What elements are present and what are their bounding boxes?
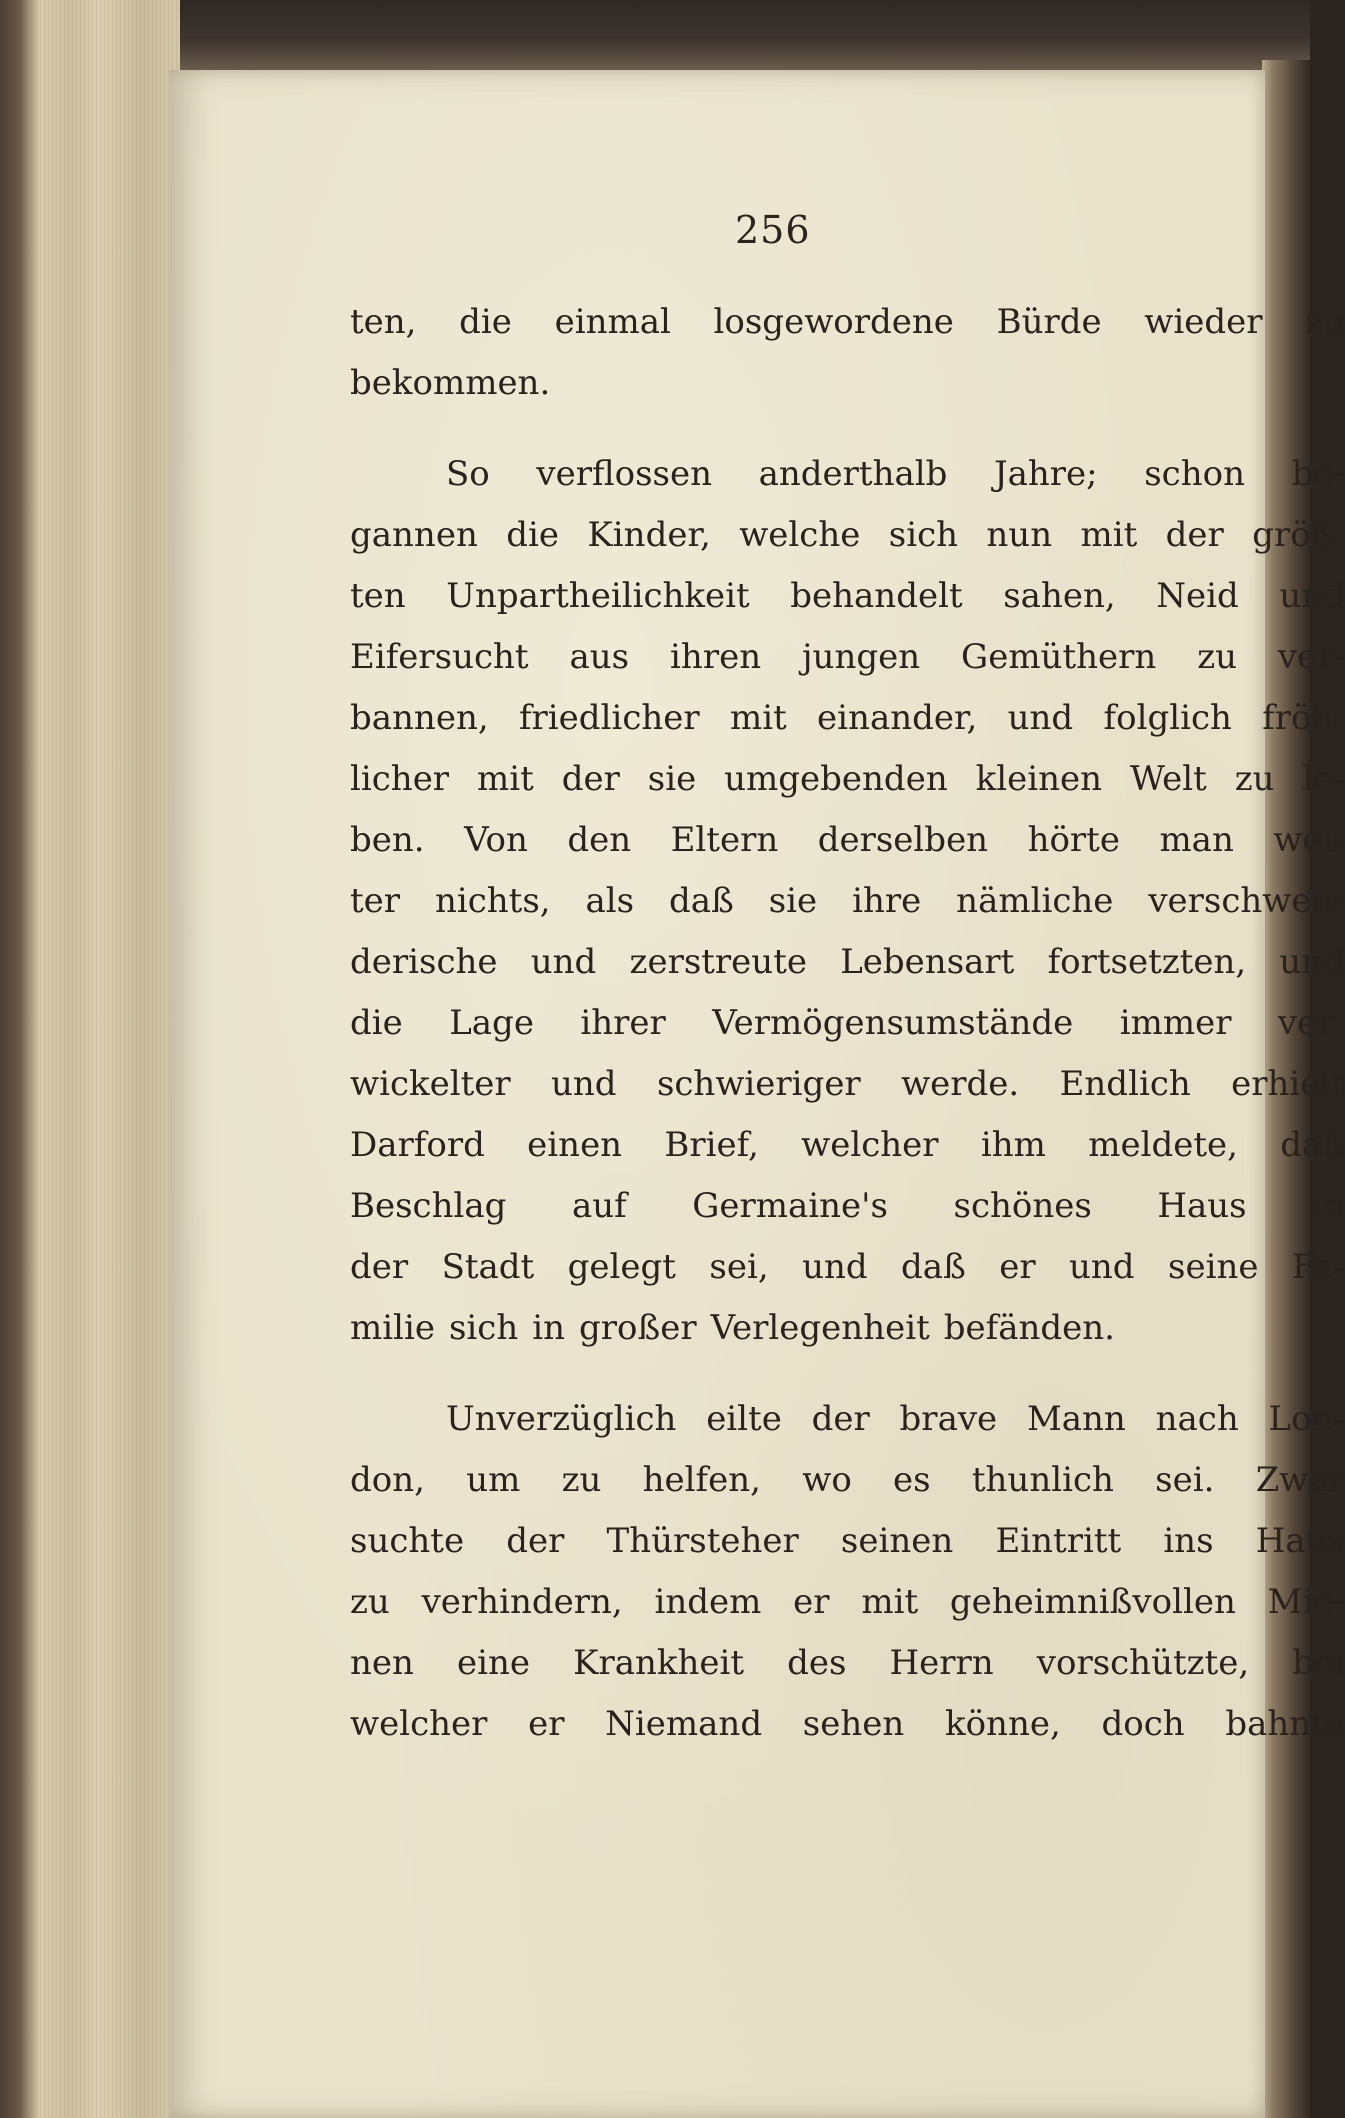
text-line: wickelter und schwieriger werde. Endlich erhielt	[350, 1064, 1345, 1104]
text-line: Beschlag auf Germaine's schönes Haus in	[350, 1186, 1345, 1226]
book-page-edges	[0, 0, 180, 2118]
text-line: die Lage ihrer Vermögensumstände immer ver-	[350, 1003, 1345, 1043]
text-line: zu verhindern, indem er mit geheimnißvollen Mie-	[350, 1582, 1345, 1622]
text-line: bekommen.	[350, 363, 551, 403]
text-line: suchte der Thürsteher seinen Eintritt ins Haus	[350, 1521, 1345, 1561]
book-top-edge	[0, 0, 1310, 70]
text-line: licher mit der sie umgebenden kleinen Welt zu le-	[350, 759, 1345, 799]
text-line: ter nichts, als daß sie ihre nämliche verschwen-	[350, 881, 1345, 921]
text-line: milie sich in großer Verlegenheit befänden.	[350, 1308, 1115, 1348]
text-line: Eifersucht aus ihren jungen Gemüthern zu ver-	[350, 637, 1345, 677]
paragraph-2	[350, 444, 1345, 1359]
text-line: ten, die einmal losgewordene Bürde wieder zu	[350, 302, 1345, 342]
text-line: nen eine Krankheit des Herrn vorschützte, bei	[350, 1643, 1345, 1683]
text-line: ben. Von den Eltern derselben hörte man wei-	[350, 820, 1345, 860]
text-line: bannen, friedlicher mit einander, und folglich fröh-	[350, 698, 1345, 738]
text-line: Darford einen Brief, welcher ihm meldete, daß	[350, 1125, 1345, 1165]
page-text	[350, 292, 1345, 1755]
text-line: So verflossen anderthalb Jahre; schon be-	[446, 454, 1345, 494]
text-line: ten Unpartheilichkeit behandelt sahen, Neid und	[350, 576, 1345, 616]
text-line: gannen die Kinder, welche sich nun mit der größ-	[350, 515, 1345, 555]
text-line: Unverzüglich eilte der brave Mann nach Lon-	[446, 1399, 1345, 1439]
text-line: don, um zu helfen, wo es thunlich sei. Zwar	[350, 1460, 1345, 1500]
page-number: 256	[735, 208, 811, 252]
text-line: welcher er Niemand sehen könne, doch bahnte	[350, 1704, 1345, 1744]
paragraph-3	[350, 1389, 1345, 1755]
paragraph-1	[350, 292, 1345, 414]
text-line: derische und zerstreute Lebensart fortsetzten, und	[350, 942, 1345, 982]
book-page	[170, 70, 1345, 2118]
text-line: der Stadt gelegt sei, und daß er und seine Fa-	[350, 1247, 1345, 1287]
